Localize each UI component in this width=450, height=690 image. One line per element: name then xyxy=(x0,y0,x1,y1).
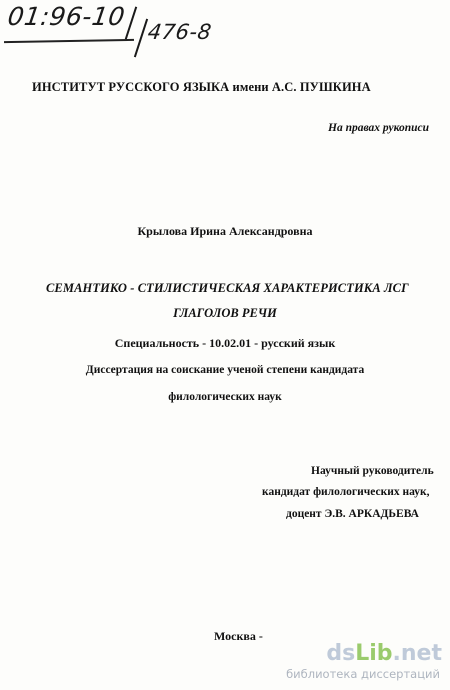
city-year: Москва - xyxy=(214,629,263,643)
degree-line-2: филологических наук xyxy=(168,391,282,403)
handwritten-slash xyxy=(134,19,148,58)
author-name: Крылова Ирина Александровна xyxy=(137,224,313,238)
watermark-logo: dsLib.net xyxy=(326,641,442,666)
dissertation-title-line-1: СЕМАНТИКО - СТИЛИСТИЧЕСКАЯ ХАРАКТЕРИСТИКА ЛСГ xyxy=(46,281,409,295)
institute-name: ИНСТИТУТ РУССКОГО ЯЗЫКА имени А.С. ПУШКИНА xyxy=(32,80,371,94)
advisor-name: доцент Э.В. АРКАДЬЕВА xyxy=(286,508,419,520)
degree-line-1: Диссертация на соискание ученой степени кандидата xyxy=(85,364,365,376)
handwritten-slash xyxy=(125,7,137,40)
watermark-tagline: библиотека диссертаций xyxy=(286,667,440,681)
archive-code-handwritten: 01:96-10 xyxy=(5,2,127,31)
advisor-degree: кандидат филологических наук, xyxy=(262,486,430,498)
handwritten-underline xyxy=(4,39,134,43)
archive-code-handwritten-sub: 476-8 xyxy=(146,20,214,44)
advisor-label: Научный руководитель xyxy=(311,465,434,477)
obscured-year xyxy=(268,624,328,638)
specialty-line: Специальность - 10.02.01 - русский язык xyxy=(114,336,336,350)
watermark xyxy=(286,641,446,687)
manuscript-rights-note: На правах рукописи xyxy=(328,122,430,134)
dissertation-title-line-2: ГЛАГОЛОВ РЕЧИ xyxy=(173,306,277,320)
